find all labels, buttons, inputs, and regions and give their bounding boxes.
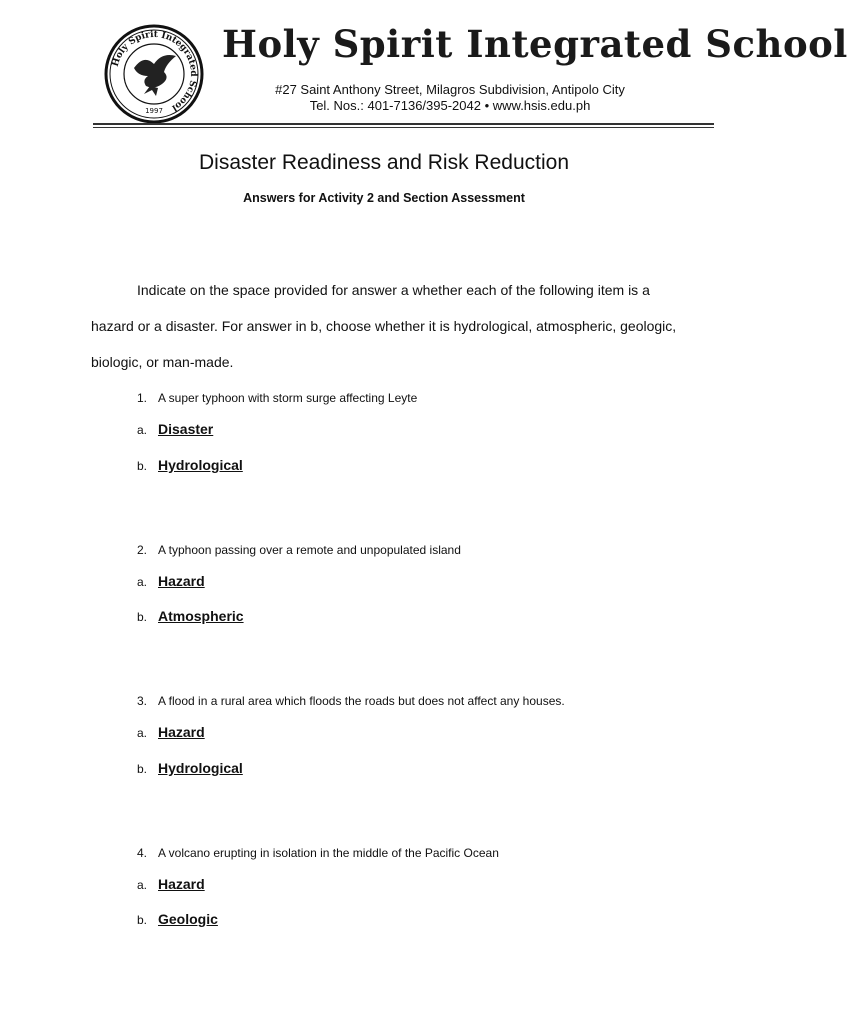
header-rule-thick <box>93 123 714 125</box>
question-1 <box>137 391 417 405</box>
header-rule-thin <box>93 127 714 128</box>
question-number: 3. <box>137 694 148 708</box>
answer-letter: b. <box>137 610 148 624</box>
question-text: A super typhoon with storm surge affecting Leyte <box>158 391 418 405</box>
school-contact: Tel. Nos.: 401-7136/395-2042 • www.hsis.edu.ph <box>309 98 591 113</box>
answer-value: Hazard <box>158 724 205 740</box>
answer-letter: a. <box>137 423 148 437</box>
seal-ring-text: Holy Spirit Integrated School <box>110 29 199 113</box>
answer-4b <box>137 911 218 929</box>
question-2 <box>137 543 461 557</box>
school-seal <box>104 24 204 124</box>
answer-letter: a. <box>137 726 148 740</box>
answer-1a <box>137 421 213 439</box>
dove-icon <box>134 55 176 96</box>
question-text: A volcano erupting in isolation in the middle of the Pacific Ocean <box>158 846 499 860</box>
answer-3a <box>137 724 205 742</box>
instructions-paragraph: Indicate on the space provided for answer a whether each of the following item is a hazard or a disaster. For answer in b, choose whether it is hydrological, atmospheric, geologic, biologic, or man-made. <box>91 282 677 370</box>
answer-value: Hydrological <box>158 457 243 473</box>
answer-value: Atmospheric <box>158 608 244 624</box>
answer-4a <box>137 876 205 894</box>
question-number: 1. <box>137 391 148 405</box>
answer-value: Hazard <box>158 876 205 892</box>
document-title: Disaster Readiness and Risk Reduction <box>198 151 569 174</box>
question-3 <box>137 694 565 708</box>
letterhead <box>0 0 848 130</box>
answer-value: Hydrological <box>158 760 243 776</box>
answer-2a <box>137 573 205 591</box>
question-text: A typhoon passing over a remote and unpopulated island <box>158 543 461 557</box>
question-text: A flood in a rural area which floods the roads but does not affect any houses. <box>158 694 565 708</box>
answer-letter: b. <box>137 913 148 927</box>
question-4 <box>137 846 499 860</box>
question-number: 4. <box>137 846 148 860</box>
answer-letter: a. <box>137 575 148 589</box>
answer-value: Disaster <box>158 421 214 437</box>
answer-1b <box>137 457 243 475</box>
school-address: #27 Saint Anthony Street, Milagros Subdivision, Antipolo City <box>275 82 625 97</box>
answer-3b <box>137 760 243 778</box>
question-number: 2. <box>137 543 148 557</box>
answer-letter: b. <box>137 762 148 776</box>
answer-value: Geologic <box>158 911 218 927</box>
seal-year: 1997 <box>145 107 163 115</box>
answer-value: Hazard <box>158 573 205 589</box>
document-subtitle: Answers for Activity 2 and Section Assessment <box>243 191 525 205</box>
answer-letter: b. <box>137 459 148 473</box>
answer-letter: a. <box>137 878 148 892</box>
answer-2b <box>137 608 244 626</box>
school-name: Holy Spirit Integrated School <box>222 22 848 66</box>
